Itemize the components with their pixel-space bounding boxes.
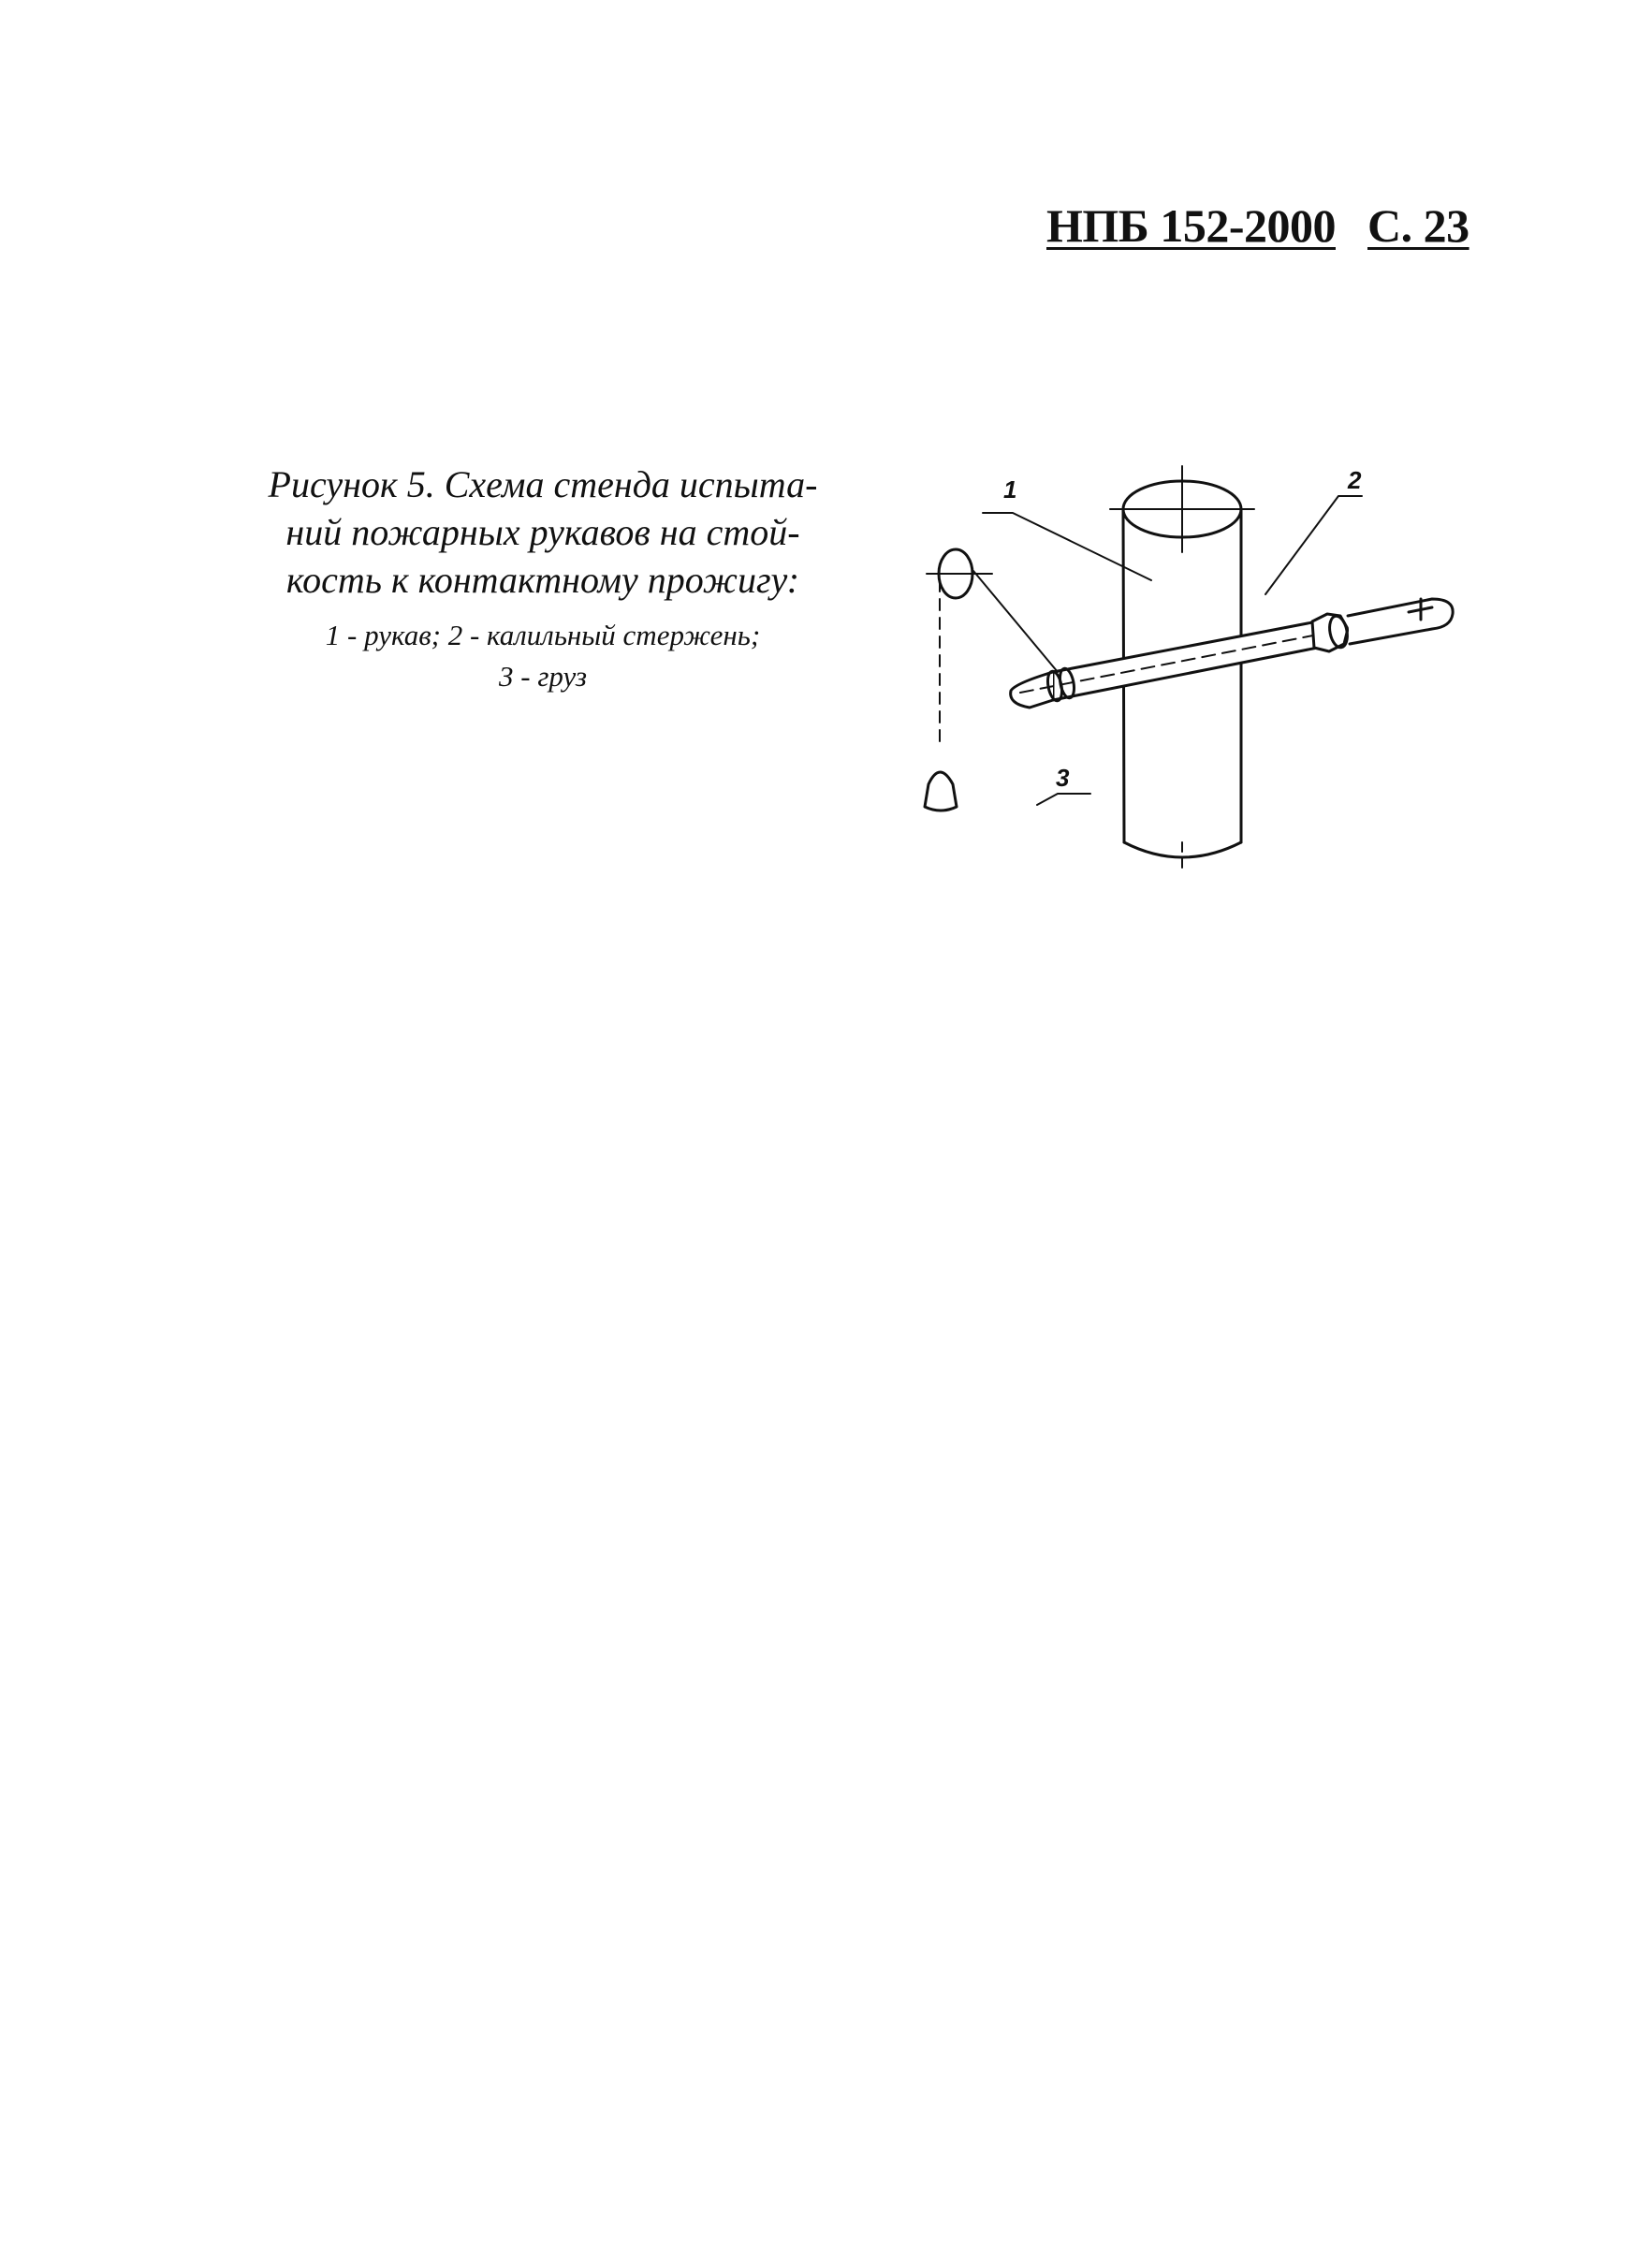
caption-title [225, 460, 861, 604]
pulley [927, 549, 1058, 749]
caption-legend-line: 3 - груз [499, 660, 587, 693]
caption-legend [225, 615, 861, 697]
page-header [1046, 198, 1486, 253]
callout-2-label: 2 [1348, 466, 1362, 494]
glow-rod [1011, 599, 1454, 708]
caption-title-line: Рисунок 5. Схема стенда испыта- [268, 463, 818, 505]
caption-legend-line: 1 - рукав; 2 - калильный стержень; [325, 619, 761, 651]
caption-title-line: кость к контактному прожигу: [285, 559, 800, 601]
figure-caption [225, 460, 861, 697]
page-number: С. 23 [1367, 199, 1469, 252]
callout-1-label: 1 [1003, 475, 1017, 504]
document-code: НПБ 152-2000 [1046, 199, 1336, 252]
test-stand-drawing [870, 431, 1469, 880]
caption-title-line: ний пожарных рукавов на стой- [285, 511, 800, 553]
test-stand-diagram [870, 431, 1469, 880]
weight [925, 772, 957, 811]
callout-3-label: 3 [1056, 764, 1070, 792]
